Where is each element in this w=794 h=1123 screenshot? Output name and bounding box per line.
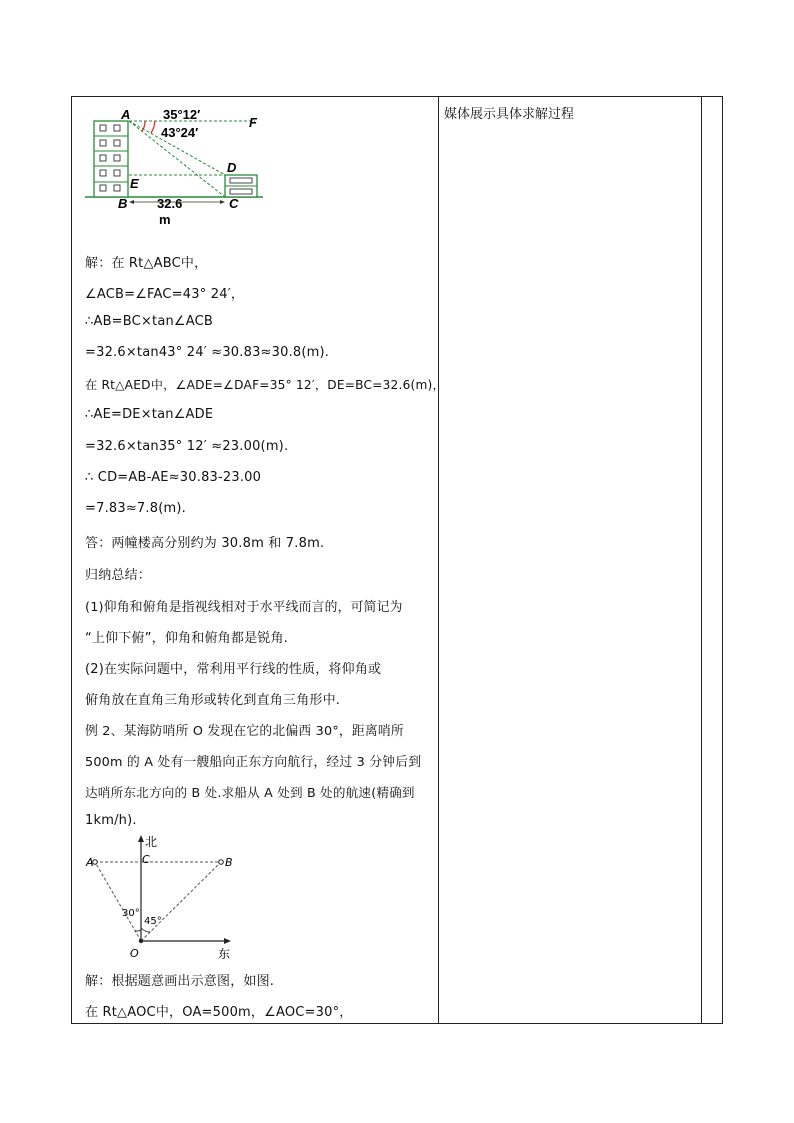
segment-OB <box>141 862 221 941</box>
point-B-marker <box>219 860 224 865</box>
label-O2: O <box>130 947 139 960</box>
column-divider-2 <box>701 97 702 1023</box>
solution1-line-3: ∴AB=BC×tan∠ACB <box>85 314 214 329</box>
example2-line-4: 1km/h). <box>85 813 137 828</box>
label-angle-upper: 35°12′ <box>163 107 201 122</box>
solution2-line-1: 解：根据题意画出示意图，如图. <box>85 974 275 989</box>
solution1-line-10: 答：两幢楼高分别约为 30.8m 和 7.8m. <box>85 536 325 551</box>
label-E: E <box>130 176 139 191</box>
summary-line-2: “上仰下俯”，仰角和俯角都是锐角. <box>85 631 289 646</box>
solution1-line-1: 解：在 Rt△ABC中， <box>85 256 208 271</box>
label-B2: B <box>225 856 233 869</box>
label-A2: A <box>86 856 94 869</box>
segment-OA <box>95 862 141 941</box>
label-angle-lower: 43°24′ <box>161 125 199 140</box>
summary-heading: 归纳总结： <box>85 568 152 583</box>
label-F: F <box>249 115 257 130</box>
label-B: B <box>118 196 128 211</box>
label-A: A <box>121 107 131 122</box>
label-C: C <box>229 196 239 211</box>
example2-line-1: 例 2、某海防哨所 O 发现在它的北偏西 30°，距离哨所 <box>85 724 404 739</box>
label-north: 北 <box>145 835 158 849</box>
building-angle-figure <box>85 104 265 230</box>
label-distance-unit: m <box>159 212 171 227</box>
solution1-line-9: =7.83≈7.8(m). <box>85 501 186 516</box>
label-D: D <box>227 160 237 175</box>
label-C2: C <box>142 853 150 866</box>
label-distance: 32.6 <box>157 196 183 211</box>
compass-diagram <box>84 832 244 962</box>
tall-building <box>94 121 128 197</box>
media-note: 媒体展示具体求解过程 <box>444 107 575 122</box>
solution2-line-2: 在 Rt△AOC中，OA=500m，∠AOC=30°， <box>85 1005 353 1020</box>
solution1-line-7: =32.6×tan35° 12′ ≈23.00(m). <box>85 439 289 454</box>
example2-line-2: 500m 的 A 处有一艘船向正东方向航行，经过 3 分钟后到 <box>85 755 422 770</box>
solution1-line-6: ∴AE=DE×tan∠ADE <box>85 407 214 422</box>
label-angle-45: 45° <box>144 916 162 927</box>
label-east: 东 <box>218 947 231 961</box>
solution1-line-2: ∠ACB=∠FAC=43° 24′， <box>85 287 245 302</box>
example2-line-3: 达哨所东北方向的 B 处.求船从 A 处到 B 处的航速(精确到 <box>85 785 415 800</box>
summary-line-4: 俯角放在直角三角形或转化到直角三角形中. <box>85 693 341 708</box>
solution1-line-8: ∴ CD=AB-AE≈30.83-23.00 <box>85 470 262 485</box>
point-O-marker <box>139 939 143 943</box>
label-angle-30: 30° <box>122 908 140 919</box>
column-divider-1 <box>438 97 439 1023</box>
solution1-line-4: =32.6×tan43° 24′ ≈30.83≈30.8(m). <box>85 345 330 360</box>
summary-line-3: (2)在实际问题中，常利用平行线的性质，将仰角或 <box>85 662 382 677</box>
solution1-line-5: 在 Rt△AED中，∠ADE=∠DAF=35° 12′，DE=BC=32.6(m)， <box>85 378 445 392</box>
summary-line-1: (1)仰角和俯角是指视线相对于水平线而言的，可简记为 <box>85 600 403 615</box>
